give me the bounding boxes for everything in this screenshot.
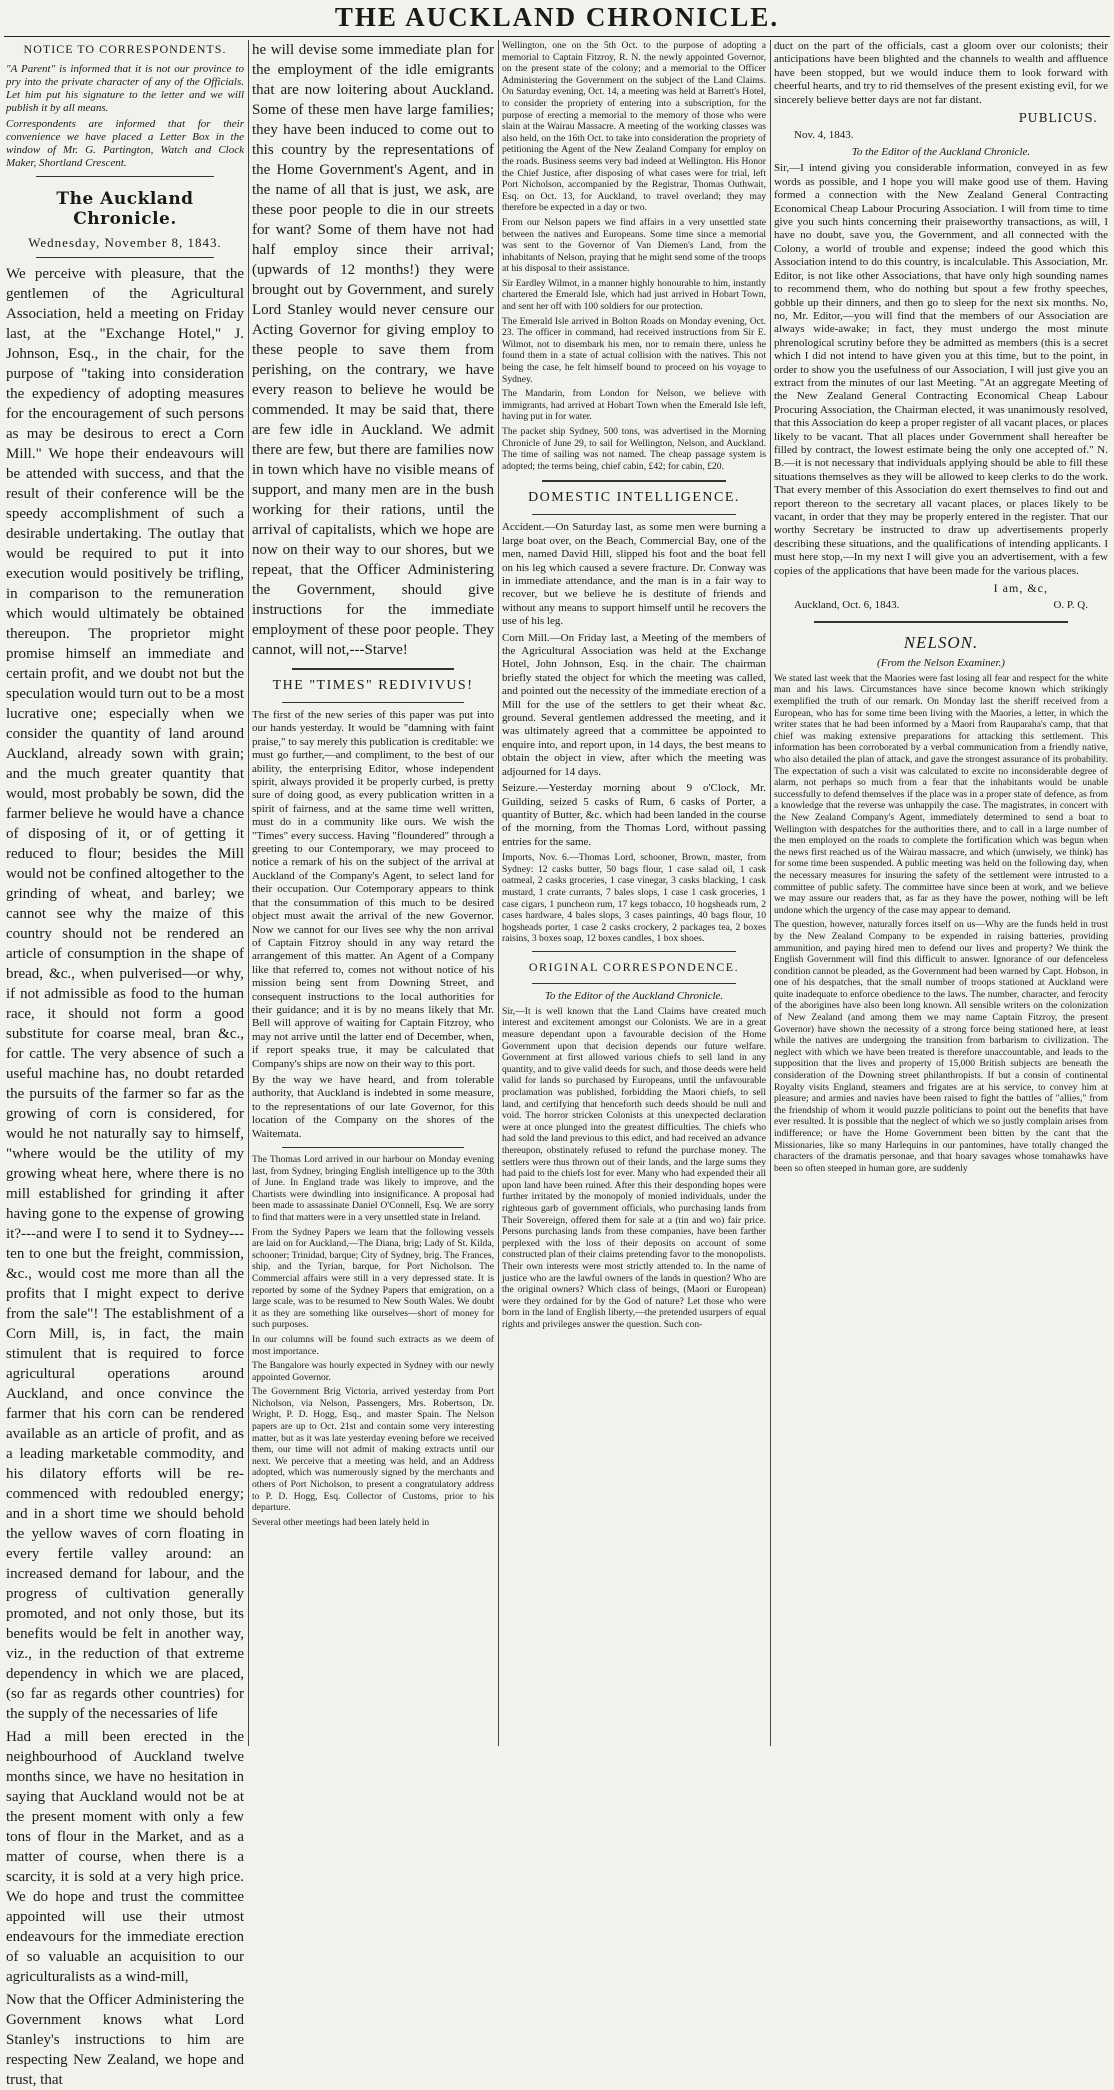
notice-heading: NOTICE TO CORRESPONDENTS. (23, 42, 227, 56)
correspondence-heading: ORIGINAL CORRESPONDENCE. (528, 959, 740, 974)
domestic-paragraph: Corn Mill.—On Friday last, a Meeting of the members of the Agricultural Association was held at the Exchange Hotel, John Johnson, Esq. in the chair. The chairman briefly stated the object for which the meeting was called, and pointed out the necessity of the immediate erection of a Mill for the use of the settlers to get their wheat &c. ground. Several gentlemen addressed the meeting, and it was ultimately agreed that a committee be appointed to enquire into, and report upon, in 14 days, the best means to obtain the object in view, after which the meeting was adjourned for 14 days. (502, 631, 766, 778)
masthead-title: THE AUCKLAND CHRONICLE. (334, 2, 780, 32)
column-rule (498, 40, 499, 1746)
leader-paragraph: We perceive with pleasure, that the gentlemen of the Agricultural Association, held a meeting on Friday last, at the "Exchange Hotel," J. Johnson, Esq., in the chair, for the purpose of "taking into consideration the expediency of adopting measures for the encouragement of such persons as may be desirous to erect a Corn Mill." We hope their endeavours will be attended with success, and that the result of their conference will be the speedy accomplishment of such a desirable undertaking. The outlay that would be required to put it into execution would positively be trifling, in comparison to the remuneration which would ultimately be obtained thereupon. The proprietor might promise himself an immediate and certain profit, and we doubt not but the speculation would turn out to be a most lucrative one; especially when we consider the quantity of land around Auckland, already sown with grain; and the much greater quantity that would, most probably be sown, did the farmer believe he would have a chance of disposing of it, or of getting it reduced to flour; besides the Mill would not be confined altogether to the grinding of wheat, and barley; we cannot see why the maize of this country should not be rendered an article of consumption in the shape of bread, &c., when pulverised—or why, if not admissible as food to the human race, it should not form a good substitute for coarse meal, bran &c., for cattle. The very absence of such a useful machine has, no doubt retarded the pursuits of the farmer so far as the growing of corn is considered, for would he not naturally say to himself, "where would be the utility of my growing wheat here, where there is no mill established for grinding it after having gone to the expense of growing it?---and were I to send it to Sydney---ten to one but the freight, commission, &c., would cost me more than all the profits that I might expect to derive from the sale"! The establishment of a Corn Mill, is, in fact, the main stimulent that is required to force agricultural operations around Auckland, and once convince the farmer that his corn can be rendered available as an article of profit, and as a leading marketable commodity, and his dilatory efforts will be re-commenced with redoubled energy; and in a short time we should behold the yellow waves of corn floating in every fertile valley around: an increased demand for labour, and the progress of cultivation generally promoted, and not only those, but its benefits would be felt in another way, viz., in the reduction of that extreme dependency in which we are placed, (so far as regards other countries) for the supply of the necessaries of life (6, 266, 244, 1722)
masthead-rule (4, 36, 1110, 37)
divider (532, 514, 736, 515)
letter-signature: O. P. Q. (1053, 599, 1088, 612)
news-paragraph: The packet ship Sydney, 500 tons, was advertised in the Morning Chronicle of June 29, to sail for Wellington, Nelson, and Auckland. The time of sailing was not named. The cheap passage system is adopted; the terms being, chief cabin, £42; for cabin, £20. (502, 426, 766, 472)
divider (282, 1147, 464, 1148)
article-paragraph: The first of the new series of this paper was put into our hands yesterday. It would be "damning with faint praise," to say merely this publication is creditable: we must go further,—and compliment, to the best of our ability, the enterprising Editor, whose independent spirit, always provided it be properly curbed, is pretty sure of doing good, as every publication written in a spirit of fairness, and at the same time well written, must do in a community like ours. We wish the "Times" every success. Having "floundered" through a greeting to our Contemporary, we may proceed to notice a remark of his on the subject of the arrival at Auckland of the Company's Agent, to select land for their occupation. Our Cotemporary appears to think that the consummation of this much to be desired object must await the arrival of the new Governor. Now we cannot for our lives see why the non arrival of Captain Fitzroy should in any way retard the arrangement of this matter. An Agent of a Company like that referred to, comes not without notice of his mission being sent from Downing Street, and consequent instructions to the local authorities for their guidance; and it is by no means likely that Mr. Bell will approve of waiting for Captain Fitzroy, who may not arrive until the latter end of December, when, if report speaks true, it may be calculated that Company's ships are now on their way to this port. (252, 709, 494, 1070)
leader-paragraph: Now that the Officer Administering the Government knows what Lord Stanley's instructions to him are respecting New Zealand, we hope and trust, that (6, 1992, 244, 2088)
times-heading: THE "TIMES" REDIVIVUS! (272, 678, 474, 693)
letter-salutation: To the Editor of the Auckland Chronicle. (851, 146, 1031, 159)
column-1 (6, 40, 244, 2088)
shipping-paragraph: Several other meetings had been lately held in (252, 1516, 430, 1528)
letter-date: Nov. 4, 1843. (794, 129, 854, 142)
divider (282, 702, 464, 703)
news-paragraph: The Mandarin, from London for Nelson, we believe with immigrants, had arrived at Hobart Town when the Emerald Isle left, having put in for water. (502, 388, 766, 423)
shipping-paragraph: In our columns will be found such extracts as we deem of most importance. (252, 1333, 494, 1357)
imports-paragraph: Imports, Nov. 6.—Thomas Lord, schooner, Brown, master, from Sydney: 12 casks butter, 50 bags flour, 1 case salad oil, 1 cask oatmeal, 2 casks groceries, 1 case vinegar, 3 casks blacking, 1 cask mustard, 1 crate currants, 7 bales slops, 1 case 1 cask groceries, 1 case cigars, 1 puncheon rum, 17 kegs tobacco, 10 hogsheads rum, 2 cases hardware, 4 bales slops, 3 cases paintings, 40 bags flour, 10 hogsheads porter, 1 case 2 casks crockery, 2 packages tea, 2 boxes raisins, 3 boxes soap, 12 boxes candles, 1 box shoes. (502, 852, 766, 945)
news-paragraph: Wellington, one on the 5th Oct. to the purpose of adopting a memorial to Captain Fitzroy, R. N. the newly appointed Governor, on the present state of the colony; and a memorial to the Officer Administering the Government on the subject of the Land Claims. On Saturday evening, Oct. 14, a meeting was held at Barrett's Hotel, to consider the propriety of entering into a subscription, for the purpose of erecting a memorial to the memory of those who were slain at the Wairau Massacre. A meeting of the working classes was also held, on the 16th Oct. to take into consideration the propriety of petitioning the Agent of the New Zealand Company for employ on the roads. Business seems very bad indeed at Wellington. His Honor the Chief Justice, after disposing of what cases were for trial, left Port Nicholson, accompanied by the Registrar, Thomas Outhwait, Esq. on Oct. 13, for Auckland, to travel overland; they may therefore be expected in a day or two. (502, 40, 766, 214)
column-4 (774, 40, 1108, 1746)
divider (532, 951, 736, 952)
nelson-heading: NELSON. (903, 632, 979, 652)
news-paragraph: Sir Eardley Wilmot, in a manner highly honourable to him, instantly chartered the Emerald Isle, which had just arrived in Hobart Town, and sent her off with 100 soldiers for our protection. (502, 277, 766, 313)
divider (532, 983, 736, 984)
column-rule (248, 40, 249, 1746)
domestic-paragraph: Seizure.—Yesterday morning about 9 o'Clock, Mr. Guilding, seized 5 casks of Rum, 6 casks of Porter, a quantity of Butter, &c. which had been landed in the course of the morning, from the Thomas Lord, without passing entries for the same. (502, 782, 766, 848)
article-paragraph: By the way we have heard, and from tolerable authority, that Auckland is indebted in some measure, to the representations of our late Governor, for this location of the Company on the shores of the Waitemata. (252, 1073, 494, 1140)
divider (542, 480, 726, 482)
leader-continued: he will devise some immediate plan for the employment of the idle emigrants that are now loitering about Auckland. Some of these men have large families; they have been induced to come out to this country by the representations of the Home Government's Agent, and in the name of all that is just, we ask, are these poor people to die in our streets for want? Some of them have not had half employ since their arrival; (upwards of 12 months!) they were brought out by Government, and surely Lord Stanley would never censure our Acting Governor for giving employ to these people to save them from perishing, on the contrary, we have every reason to believe he would be commended. It may be said that, there are few idle in Auckland. We admit there are few, but there are families now in town which have no visible means of support, and many men are in the bush working for their rations, until the arrival of capitalists, which we hope are now on their way to our shores, but we repeat, that the Officer Administering the Government, should give instructions for the immediate employment of these poor people. They cannot, will not,---Starve! (252, 42, 494, 658)
divider (36, 257, 214, 258)
nelson-paragraph: The question, however, naturally forces itself on us—Why are the funds held in trust by the New Zealand Company to be expended in raising batteries, providing ammunition, and paying hired men to defend our lives and property? We think the English Government will find this difficult to answer. Ignorance of our defenceless condition cannot be pleaded, as the Government had been warned by Capt. Hobson, in one of his despatches, that the small number of troops stationed at Auckland were quite inadequate to enforce obedience to the laws. The number, character, and ferocity of the aborigines have also been long known. All sensible writers on the colonization of New Zealand (and among them we may name Captain Fitzroy, the present Governor) have shown the necessity of a strong force being stationed here, at least while the natives are undergoing the transition from barbarism to civilization. The neglect with which we have been treated is therefore unaccountable, and leads to the supposition that the lives and property of 15,000 British subjects are beneath the consideration of the Downing street philanthropists. If but a consin of continental Royalty visits England, steamers and frigates are at his service, to convey him at pleasure; and armies and navies have been raised to fight the battles of "allies," from the friendship of whom it would puzzle politicians to point out the benefits that have ever resulted. It is possible that the neglect of which we so justly complain arises from indifference; or have the Home Government been bitten by the cant that the Missionaries, like so many Harlequins in our pantomines, have totally changed the characters of the dramatis personae, and that hoary savages whose tomahawks have been so often steeped in human gore, are suddenly (774, 919, 1108, 1174)
letter-paragraph: Sir,—It is well known that the Land Claims have created much interest and excitement amongst our Colonists. We are in a great measure dependant upon a favourable decision of the Home Government upon that decision depends our future welfare. Government at first allowed various chiefs to sell land in any quantity, and to give valid deeds for such, and those deeds were held valid for lands so purchased by Europeans, until the unfavourable proclamation was published, forbidding the Maori chiefs, to sell land, and certifying that henceforth such deeds should be null and void. The horror stricken Colonists at this unexpected declaration were at once plunged into the greatest difficulties. The chiefs who had sold the land previous to this edict, and had received an advance thereupon, obstinately refused to refund the purchase money. The settlers were thus thrown out of their lands, and the large sums they had paid to the chiefs lost for ever. Many who had expended their all upon land have been ruined. After this their desponding hopes were further irritated by the monopoly of monied individuals, under the righteous garb of government officials, who purchasing lands from Their Sovereign, offered them for sale at a (tin and wo) fair price. Persons purchasing lands from these companies, have been farther perplexed with the loss of their deposits on account of some constructed plan of their claims pretending favor to the monopolists. Their own interests were most strictly attended to. In the name of justice who are the lawful owners of the lands in question? Who are the original owners? Which class of beings, (Maori or European) were they ordained for by the God of nature? Let those who were born in the land of English liberty,—the pretended usurpers of equal rights and privileges answer the question. Such con- (502, 1005, 766, 1330)
domestic-paragraph: Accident.—On Saturday last, as some men were burning a large boat over, on the Beach, Commercial Bay, one of the men, named David Hill, slipped his foot and the boat fell on his leg which caused a severe fracture. Dr. Conway was in immediate attendance, and the man is in a fair way to recover, but we believe he is destitute of friends and without any means to support himself until he recovers the use of his leg. (502, 521, 766, 628)
shipping-paragraph: The Government Brig Victoria, arrived yesterday from Port Nicholson, via Nelson, Passengers, Mrs. Robertson, Dr. Wright, P. D. Hogg, Esq., and master Spain. The Nelson papers are up to Oct. 21st and contain some very interesting matter, but as it was late yesterday evening before we received them, our time will not admit of making extracts until our next. We perceive that a meeting was held, and an Address adopted, which was numerously signed by the merchants and others of Port Nicholson, to present a congratulatory address to P. D. Hogg, Esq. Collector of Customs, prior to his departure. (252, 1386, 494, 1514)
divider (36, 176, 214, 177)
news-paragraph: From our Nelson papers we find affairs in a very unsettled state between the natives and Europeans. Some time since a memorial was sent to the Governor of Van Diemen's Land, from the inhabitants of Nelson, praying that he might send some of the troops at his disposal to their assistance. (502, 216, 766, 275)
letter-continued: duct on the part of the officials, cast a gloom over our colonists; their anticipations have been blighted and the channels to wealth and affluence have been stopped, but we would induce them to look forward with cheerful hearts, and try to rid themselves of the present existing evil, for we sincerely believe better days are not far distant. (774, 40, 1108, 106)
shipping-paragraph: The Thomas Lord arrived in our harbour on Monday evening last, from Sydney, bringing English intelligence up to the 30th of June. In England trade was likely to improve, and the Chartists were dwindling into insignificance. A proposal had been made to assassinate Daniel O'Connell, Esq. We are sorry to find that matters were in a very unsettled state in Ireland. (252, 1154, 494, 1223)
letter-salutation: To the Editor of the Auckland Chronicle. (544, 989, 724, 1002)
letter-closing: I am, &c, (993, 581, 1048, 596)
paper-name: The Auckland Chronicle. (56, 189, 194, 229)
nelson-paragraph: We stated last week that the Maories were fast losing all fear and respect for the white man and his laws. Circumstances have since become known which strikingly exemplified the truth of our remark. On Monday last the sheriff received from a European, who has for some time been living with the Maories, a letter, in which the writer states that he had been informed by a Maori from Rauparaha's camp, that that chief was making extensive preparations for attacking this settlement. This information has been corroborated by a verbal communication from a friendly native, who also detailed the plan of attack, and gave the strongest assurance of its probability. The expectation of such a visit was calculated to excite no inconsiderable degree of alarm, not perhaps so much from a fear that the inhabitants would be unable successfully to defend themselves if the place was in a proper state of defence, as from a knowledge that the reverse was unhappily the case. The magistrates, in concert with the New Zealand Company's Agent, immediately determined to send a boat to Wellington with despatches for the authorities there, and to call in a large number of the men employed on the roads to complete the fortification which was begun when the news first reached us of the Wairau massacre, and which (unwisely, we think) has for some time been suspended. A public meeting was held on the following day, when the necessary measures for insuring the safety of the settlement were intrusted to a committee of public safety. The committee have since been at work, and we believe we may assure our readers that, as far as they have the power, nothing will be left undone which the urgency of the case may appear to demand. (774, 672, 1108, 916)
news-paragraph: The Emerald Isle arrived in Bolton Roads on Monday evening, Oct. 23. The officer in command, had received instructions from Sir E. Wilmot, not to disembark his men, nor to remain there, unless he found them in a state of actual collision with the natives. This not being the case, he felt himself bound to proceed on his voyage to Sydney. (502, 315, 766, 385)
letter-paragraph: Sir,—I intend giving you considerable information, conveyed in as few words as possible, and I hope you will make good use of them. Having formed a connection with the New Zealand General Contracting Economical Cheap Labour Procuring Association. I will from time to time give you such hints concerning their praiseworthy transactions, as will, I have no doubt, save you, the Government, and all connected with the Colony, a world of trouble and expense; indeed the good which this Association intend to do this country, is incalculable. This Association, Mr. Editor, is not like other Associations, that have only high sounding names to recommend them, who do nothing but spout a few frothy speeches, gobble up their dinners, and then go to sleep for the next six months. No, no, Mr. Editor,—you will find that the members of our Association are always wide-awake; in fact, they must undergo the most minute phrenological scrutiny before they be admitted as members (this is a secret which I did not intend to have given you at this time, but to the point, in order to show you the usefulness of our Association, I will just give you an extract from the minutes of our last Meeting. "At an aggregate Meeting of the New Zealand General Contracting Economical Cheap Labour Procuring Association, the Chairman elected, it was unanimously resolved, that this Association do keep a proper register of all vacant places, or places likely to be vacant. That all places under Government shall hereafter be filled by contract, the lowest estimate being the only one accepted of." N. B.—it is not necessary that individuals applying should be able to fill these situations themselves as they will be allowed to keep clerks to do the work. That every member of this Association do exert themselves to find out and report thereon to the secretary all vacant places, or places likely to be vacant, in order that they may be properly entered in the register. That our worthy Secretary be instructed to draw up advertisements properly describing these situations, and the qualifications of intending applicants. I must here stop,—In my next I will give you an advertisement, with a few copies of the applications that have been made for the various places. (774, 162, 1108, 577)
column-rule (770, 40, 771, 1746)
notice-paragraph: Correspondents are informed that for their convenience we have placed a Letter Box in the window of Mr. G. Partington, Watch and Clock Maker, Shortland Crescent. (6, 118, 244, 169)
shipping-paragraph: The Bangalore was hourly expected in Sydney with our newly appointed Governor. (252, 1360, 494, 1383)
notice-paragraph: "A Parent" is informed that it is not our province to pry into the private character of any of the Officials. Let him put his signature to the letter and we will publish it by all means. (6, 63, 244, 114)
masthead (0, 0, 1114, 36)
divider (814, 621, 1068, 623)
column-2 (252, 40, 494, 1746)
dateline: Wednesday, November 8, 1843. (28, 235, 222, 250)
column-3 (502, 40, 766, 1746)
shipping-paragraph: From the Sydney Papers we learn that the following vessels are laid on for Auckland,—The Diana, brig; Lady of St. Kilda, schooner; Trinidad, barque; City of Sydney, brig. The Frances, ship, and the Tyrian, barque, for Port Nicholson. The Commercial affairs were still in a very depressed state. It is reported by some of the Sydney Papers that emigration, on a large scale, was to be resumed to New South Wales. We doubt it as they are something like ourselves—short of money for such purposes. (252, 1226, 494, 1331)
leader-paragraph: Had a mill been erected in the neighbourhood of Auckland twelve months since, we have no hesitation in saying that Auckland would not be at the present moment with only a few tons of flour in the Market, and as a matter of course, when there is a scarcity, it is sold at a very high price. We do hope and trust the committee appointed will use their utmost endeavours for the immediate erection of so valuable an acquisition to our agriculturalists as a wind-mill, (6, 1729, 244, 1985)
letter-signoff (774, 599, 1108, 612)
nelson-source: (From the Nelson Examiner.) (877, 656, 1005, 669)
domestic-heading: DOMESTIC INTELLIGENCE. (528, 490, 740, 506)
letter-place: Auckland, Oct. 6, 1843. (794, 599, 900, 612)
divider (292, 668, 454, 670)
letter-signature: PUBLICUS. (1018, 111, 1098, 126)
